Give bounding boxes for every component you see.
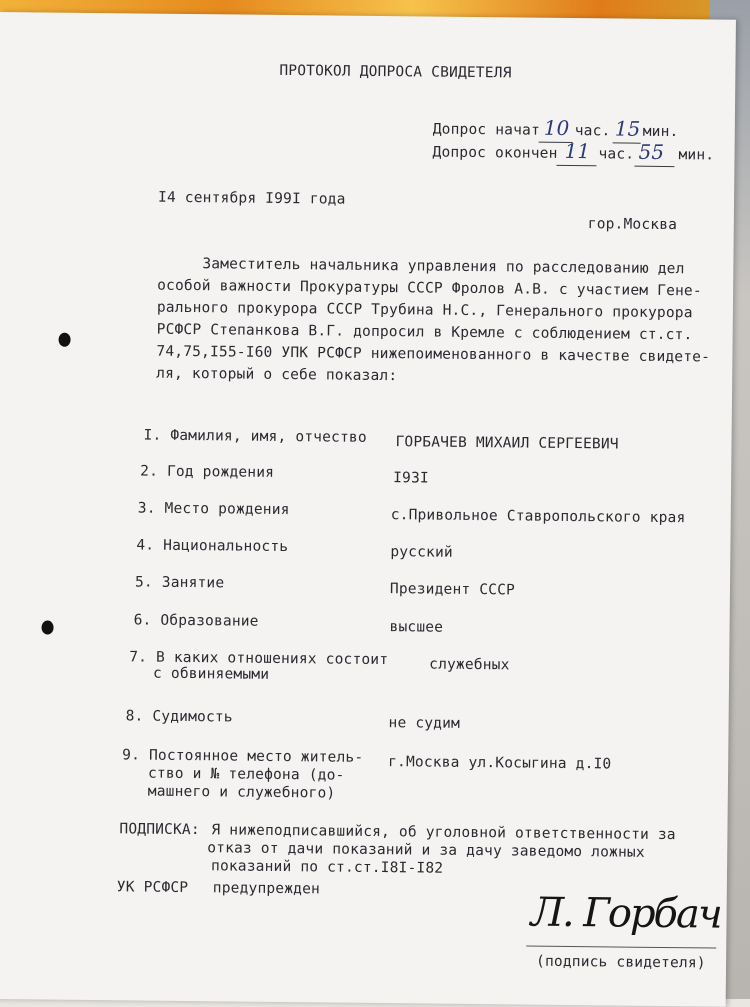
start-min: 15 xyxy=(614,116,641,141)
field-label-relations: 7. В каких отношениях состоит xyxy=(129,649,389,669)
end-label: Допрос окончен xyxy=(432,144,558,162)
witness-signature: Л. Горбач xyxy=(530,889,721,938)
field-value-education: высшее xyxy=(389,619,444,636)
field-value-occupation: Президент СССР xyxy=(389,581,516,599)
field-value-birth-year: I93I xyxy=(393,470,429,487)
field-value-criminal-record: не судим xyxy=(388,715,461,732)
intro-line-6: ля, который о себе показал: xyxy=(156,365,398,385)
field-label-criminal-record: 8. Судимость xyxy=(125,708,233,726)
end-min-line xyxy=(634,166,674,167)
field-label-residence-2: ство и № телефона (до- xyxy=(147,765,345,784)
end-hour-line xyxy=(556,165,596,166)
punch-hole-top xyxy=(58,333,70,347)
warned-text: предупрежден xyxy=(212,880,321,898)
start-min-line xyxy=(613,142,641,143)
end-hour: 11 xyxy=(564,138,591,164)
field-label-birthplace: 3. Место рождения xyxy=(137,500,290,519)
field-label-education: 6. Образование xyxy=(133,612,259,630)
intro-line-4: РСФСР Степанкова В.Г. допросил в Кремле с соблюдением ст.ст. xyxy=(156,321,693,344)
end-hour-unit: час. xyxy=(598,146,635,163)
intro-line-2: особой важности Прокуратуры СССР Фролов А.В. с участием Гене- xyxy=(157,277,702,300)
subscription-line-2: отказ от дачи показаний и за дачу заведомо ложных xyxy=(207,840,645,861)
field-value-nationality: русский xyxy=(390,544,453,561)
end-min: 55 xyxy=(638,139,665,164)
start-label: Допрос начат xyxy=(432,121,541,139)
field-label-birth-year: 2. Год рождения xyxy=(140,463,275,481)
warned-prefix: УК РСФСР xyxy=(116,879,189,897)
start-min-unit: мин. xyxy=(642,123,679,141)
field-label-name: I. Фамилия, имя, отчество xyxy=(143,427,367,446)
signature-caption: (подпись свидетеля) xyxy=(536,953,706,972)
punch-hole-bottom xyxy=(41,620,53,634)
field-label-residence: 9. Постоянное место житель- xyxy=(122,747,364,766)
field-label-relations-2: с обвиняемыми xyxy=(152,665,270,683)
field-value-relations: служебных xyxy=(429,656,510,674)
field-value-birthplace: с.Привольное Ставропольского края xyxy=(390,507,686,527)
end-min-unit: мин. xyxy=(678,147,715,164)
document-page xyxy=(0,12,736,1007)
document-city: гор.Москва xyxy=(587,216,678,234)
field-label-occupation: 5. Занятие xyxy=(134,574,225,592)
field-label-nationality: 4. Национальность xyxy=(136,537,289,556)
subscription-label: ПОДПИСКА: xyxy=(119,821,200,839)
subscription-line-3: показаний по ст.ст.I8I-I82 xyxy=(210,858,444,877)
page-title: ПРОТОКОЛ ДОПРОСА СВИДЕТЕЛЯ xyxy=(279,62,512,82)
intro-line-3: рального прокурора СССР Трубина Н.С., Генерального прокурора xyxy=(156,299,693,322)
field-value-name: ГОРБАЧЕВ МИХАИЛ СЕРГЕЕВИЧ xyxy=(395,434,619,453)
field-value-residence: г.Москва ул.Косыгина д.I0 xyxy=(388,754,612,773)
start-hour-unit: час. xyxy=(574,123,611,140)
start-hour: 10 xyxy=(543,115,570,140)
field-label-residence-3: машнего и служебного) xyxy=(147,783,336,802)
intro-line-1: Заместитель начальника управления по расследованию дел xyxy=(202,256,685,278)
document-date: I4 сентября I99I года xyxy=(157,189,346,208)
intro-line-5: 74,75,I55-I60 УПК РСФСР нижепоименованного в качестве свидете- xyxy=(156,343,711,366)
signature-line xyxy=(526,946,716,949)
subscription-line-1: Я нижеподписавшийся, об уголовной ответственности за xyxy=(211,822,676,844)
